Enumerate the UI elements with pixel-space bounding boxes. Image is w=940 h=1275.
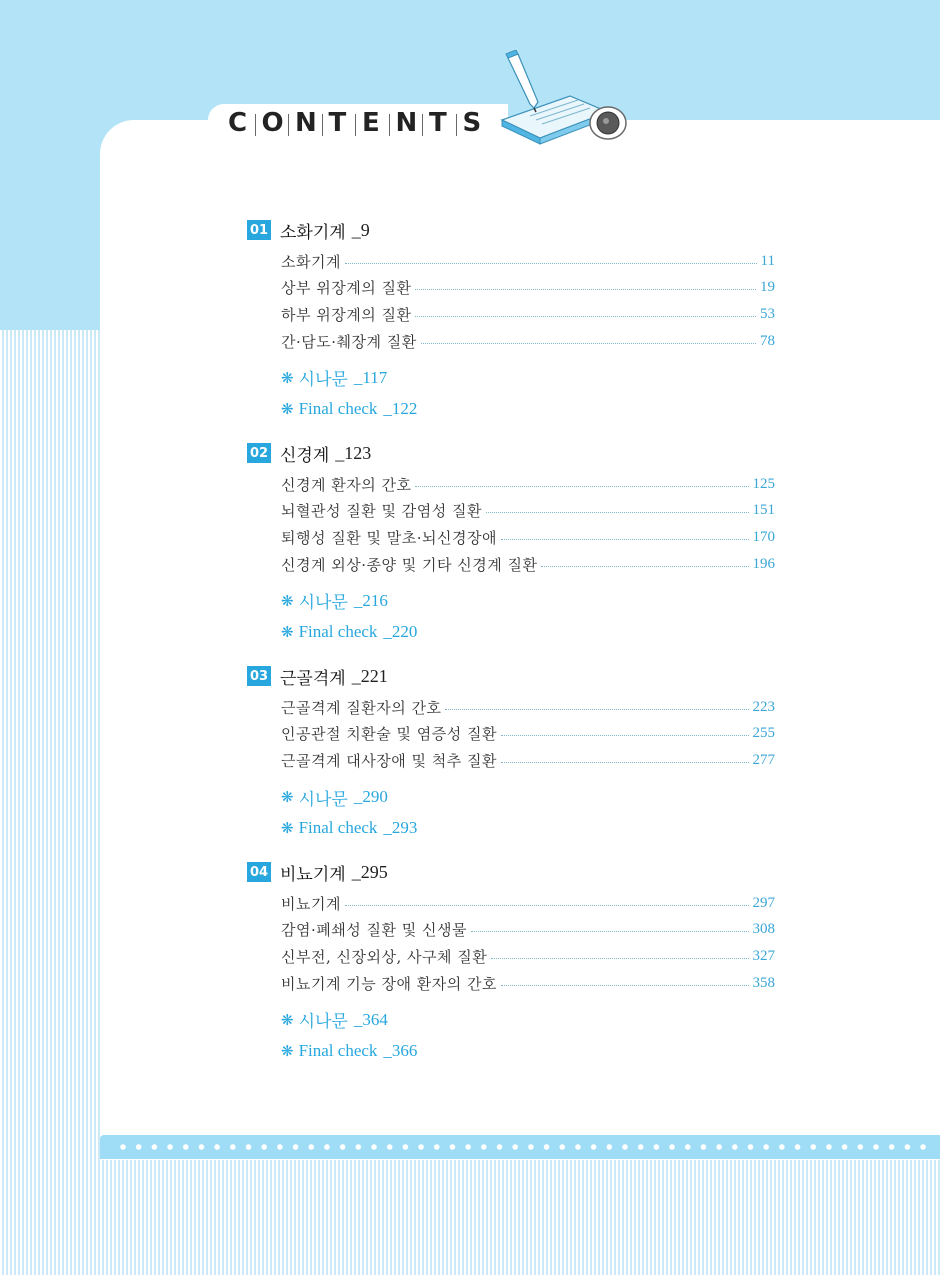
final-check-link[interactable] <box>281 393 775 424</box>
toc-section <box>247 664 775 844</box>
pencil-notebook-coffee-icon <box>490 50 640 150</box>
toc-entry-label: 신경계 외상·종양 및 기타 신경계 질환 <box>281 555 538 574</box>
section-page: _9 <box>351 219 370 240</box>
final-check-page: _122 <box>383 398 418 418</box>
toc-entry-page: 53 <box>760 305 775 322</box>
section-page: _221 <box>351 665 388 686</box>
toc-entry[interactable] <box>281 471 775 498</box>
asterisk-icon: ❋ <box>281 622 294 641</box>
section-page: _123 <box>335 442 372 463</box>
scenario-page: _364 <box>353 1009 388 1029</box>
final-check-label: Final check <box>298 1040 378 1060</box>
scenario-page: _290 <box>353 787 388 807</box>
title-letter: E <box>362 108 380 138</box>
section-title[interactable]: 신경계 <box>280 445 330 466</box>
final-check-page: _220 <box>383 621 418 641</box>
toc-entry[interactable] <box>281 694 775 721</box>
dot-leader <box>345 905 749 906</box>
toc-entry-page: 223 <box>752 698 775 715</box>
section-heading <box>247 664 775 688</box>
toc-entry-page: 11 <box>760 252 775 269</box>
toc-entry[interactable] <box>281 551 775 578</box>
toc-entry[interactable] <box>281 747 775 774</box>
toc-entry-page: 196 <box>752 555 775 572</box>
toc-entry[interactable] <box>281 275 775 302</box>
asterisk-icon: ❋ <box>281 591 294 610</box>
title-letter: O <box>261 108 284 138</box>
final-check-page: _293 <box>383 818 418 838</box>
dot-leader <box>501 985 749 986</box>
toc-entry[interactable] <box>281 943 775 970</box>
scenario-label: 시나문 <box>298 1012 348 1033</box>
scenario-page: _117 <box>353 367 388 387</box>
final-check-label: Final check <box>298 818 378 838</box>
final-check-link[interactable] <box>281 616 775 647</box>
dot-leader <box>491 958 748 959</box>
toc-entry-label: 신경계 환자의 간호 <box>281 475 412 494</box>
toc-entry[interactable] <box>281 498 775 525</box>
toc-entry-label: 근골격계 대사장애 및 척추 질환 <box>281 751 497 770</box>
dot-leader <box>345 263 757 264</box>
header-rule <box>625 123 940 125</box>
toc-entry-page: 170 <box>752 528 775 545</box>
toc-entry[interactable] <box>281 328 775 355</box>
toc-entry[interactable] <box>281 301 775 328</box>
final-check-page: _366 <box>383 1040 418 1060</box>
toc-entry-label: 감염·폐쇄성 질환 및 신생물 <box>281 921 467 940</box>
toc-entry-page: 78 <box>760 332 775 349</box>
final-check-link[interactable] <box>281 1035 775 1066</box>
title-letter: C <box>228 108 248 138</box>
scenario-link[interactable] <box>281 585 775 616</box>
toc-entry-label: 비뇨기계 기능 장애 환자의 간호 <box>281 974 497 993</box>
toc-entry[interactable] <box>281 890 775 917</box>
scenario-label: 시나문 <box>298 789 348 810</box>
section-title[interactable]: 비뇨기계 <box>280 864 346 885</box>
final-check-label: Final check <box>298 398 378 418</box>
toc-entry-page: 358 <box>752 974 775 991</box>
scenario-label: 시나문 <box>298 370 348 391</box>
toc-entry-label: 인공관절 치환술 및 염증성 질환 <box>281 725 497 744</box>
toc-entry[interactable] <box>281 248 775 275</box>
toc-section <box>247 860 775 1066</box>
toc-entry-label: 퇴행성 질환 및 말초·뇌신경장애 <box>281 528 497 547</box>
dot-leader <box>501 735 749 736</box>
section-heading <box>247 218 775 242</box>
title-letter: T <box>429 108 447 138</box>
section-title[interactable]: 소화기계 <box>280 222 346 243</box>
toc-section <box>247 218 775 424</box>
section-heading <box>247 441 775 465</box>
section-number-badge: 04 <box>247 862 271 882</box>
section-number-badge: 02 <box>247 443 271 463</box>
asterisk-icon: ❋ <box>281 1010 294 1029</box>
toc-entry-label: 신부전, 신장외상, 사구체 질환 <box>281 947 488 966</box>
scenario-page: _216 <box>353 590 388 610</box>
asterisk-icon: ❋ <box>281 1041 294 1060</box>
title-letter: T <box>328 108 347 138</box>
asterisk-icon: ❋ <box>281 819 294 838</box>
section-page: _295 <box>351 861 388 882</box>
toc-entry-label: 근골격계 질환자의 간호 <box>281 698 442 717</box>
dot-leader <box>415 289 756 290</box>
dot-leader <box>486 512 749 513</box>
toc-entry-page: 19 <box>760 279 775 296</box>
dot-leader <box>421 343 756 344</box>
title-letter: N <box>395 108 418 138</box>
dot-leader <box>501 539 749 540</box>
toc-entry[interactable] <box>281 524 775 551</box>
toc-entry-page: 277 <box>752 751 775 768</box>
toc-entry-page: 297 <box>752 894 775 911</box>
toc-entry-page: 327 <box>752 947 775 964</box>
section-title[interactable]: 근골격계 <box>280 668 346 689</box>
final-check-label: Final check <box>298 621 378 641</box>
toc-entry-page: 125 <box>752 475 775 492</box>
title-letter: N <box>295 108 317 138</box>
toc-entry-label: 소화기계 <box>281 252 341 271</box>
toc-entry-page: 151 <box>752 502 775 519</box>
asterisk-icon: ❋ <box>281 368 294 387</box>
final-check-link[interactable] <box>281 813 775 844</box>
toc-entry-label: 상부 위장계의 질환 <box>281 279 412 298</box>
scenario-label: 시나문 <box>298 593 348 614</box>
title-letter: S <box>462 108 482 138</box>
section-heading <box>247 860 775 884</box>
toc-entry-label: 비뇨기계 <box>281 894 341 913</box>
page-title <box>228 108 485 138</box>
dot-leader <box>445 709 748 710</box>
dot-leader <box>471 931 749 932</box>
asterisk-icon: ❋ <box>281 399 294 418</box>
toc-entry[interactable] <box>281 917 775 944</box>
scenario-link[interactable] <box>281 782 775 813</box>
toc-entry-page: 255 <box>752 725 775 742</box>
footer-dots <box>120 1144 930 1150</box>
scenario-link[interactable] <box>281 362 775 393</box>
toc-entry-label: 하부 위장계의 질환 <box>281 305 412 324</box>
section-number-badge: 01 <box>247 220 271 240</box>
toc-entry[interactable] <box>281 721 775 748</box>
asterisk-icon: ❋ <box>281 788 294 807</box>
scenario-link[interactable] <box>281 1004 775 1035</box>
dot-leader <box>501 762 749 763</box>
toc-entry-label: 뇌혈관성 질환 및 감염성 질환 <box>281 502 482 521</box>
toc-entry[interactable] <box>281 970 775 997</box>
section-number-badge: 03 <box>247 666 271 686</box>
toc-entry-page: 308 <box>752 921 775 938</box>
dot-leader <box>541 566 748 567</box>
toc-entry-label: 간·담도·췌장계 질환 <box>281 332 417 351</box>
dot-leader <box>415 486 748 487</box>
toc-section <box>247 441 775 647</box>
dot-leader <box>415 316 756 317</box>
